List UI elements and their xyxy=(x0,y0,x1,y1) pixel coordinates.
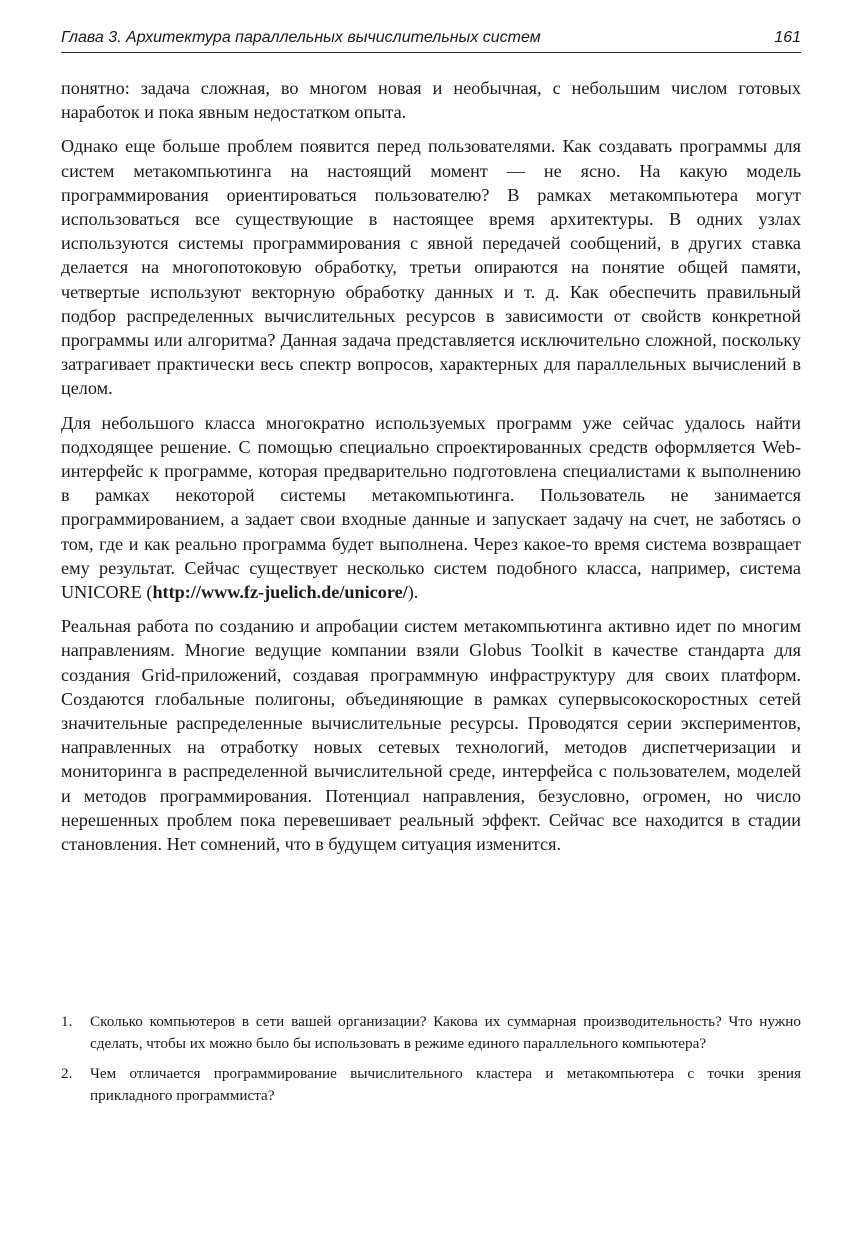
questions-list xyxy=(61,1011,801,1115)
question-text: Сколько компьютеров в сети вашей организации? Какова их суммарная производительность? Что нужно сделать, чтобы их можно было бы использовать в режиме единого параллельного компьютера? xyxy=(90,1013,801,1052)
body-text xyxy=(61,76,801,866)
chapter-title: Глава 3. Архитектура параллельных вычислительных систем xyxy=(61,29,541,46)
paragraph-user-problems: Однако еще больше проблем появится перед пользователями. Как создавать программы для систем метакомпьютинга на настоящий момент — не ясно. На какую модель программирования ориентироваться пользователю? В рамках метакомпьютера могут использоваться все существующие в настоящее время архитектуры. В одних узлах используются системы программирования с явной передачей сообщений, в других ставка делается на многопотоковую обработку, третьи опираются на понятие общей памяти, четвертые используют векторную обработку данных и т. д. Как обеспечить правильный подбор распределенных вычислительных ресурсов в зависимости от свойств конкретной программы или алгоритма? Данная задача представляется исключительно сложной, поскольку затрагивает практически весь спектр вопросов, характерных для параллельных вычислений в целом. xyxy=(61,136,801,399)
paragraph-web-interface xyxy=(61,411,801,605)
running-header xyxy=(61,28,801,53)
question-text: Чем отличается программирование вычислительного кластера и метакомпьютера с точки зрения прикладного программиста? xyxy=(90,1065,801,1104)
question-item xyxy=(61,1063,801,1106)
question-number: 1. xyxy=(61,1013,73,1030)
unicore-url-link[interactable]: http://www.fz-juelich.de/unicore/ xyxy=(152,582,408,603)
paragraph-text-after-link: ). xyxy=(407,582,419,603)
question-number: 2. xyxy=(61,1065,73,1082)
paragraph-continuation: понятно: задача сложная, во многом новая и необычная, с небольшим числом готовых наработок и пока явным недостатком опыта. xyxy=(61,78,801,123)
paragraph-text-before-link: Для небольшого класса многократно используемых программ уже сейчас удалось найти подходящее решение. С помощью специально спроектированных средств оформляется Web-интерфейс к программе, которая предварительно подготовлена специалистами к выполнению в рамках некоторой системы метакомпьютинга. Пользователь не занимается программированием, а задает свои входные данные и запускает задачу на счет, не заботясь о том, где и как реально программа будет выполнена. Через какое-то время система возвращает ему результат. Сейчас существует несколько систем подобного класса, например, система UNICORE ( xyxy=(61,412,801,603)
question-item xyxy=(61,1011,801,1054)
page-number: 161 xyxy=(774,29,801,46)
paragraph-real-work: Реальная работа по созданию и апробации систем метакомпьютинга активно идет по многим направлениям. Многие ведущие компании взяли Globus Toolkit в качестве стандарта для создания Grid-приложений, создавая программную инфраструктуру для своих платформ. Создаются глобальные полигоны, объединяющие в рамках супервысокоскоростных сетей значительные распределенные вычислительные ресурсы. Проводятся серии экспериментов, направленных на отработку новых сетевых технологий, методов диспетчеризации и мониторинга в распределенной вычислительной среде, интерфейса с пользователем, моделей и методов программирования. Потенциал направления, безусловно, огромен, но число нерешенных проблем пока перевешивает реальный эффект. Сейчас все находится в стадии становления. Нет сомнений, что в будущем ситуация изменится. xyxy=(61,616,801,855)
